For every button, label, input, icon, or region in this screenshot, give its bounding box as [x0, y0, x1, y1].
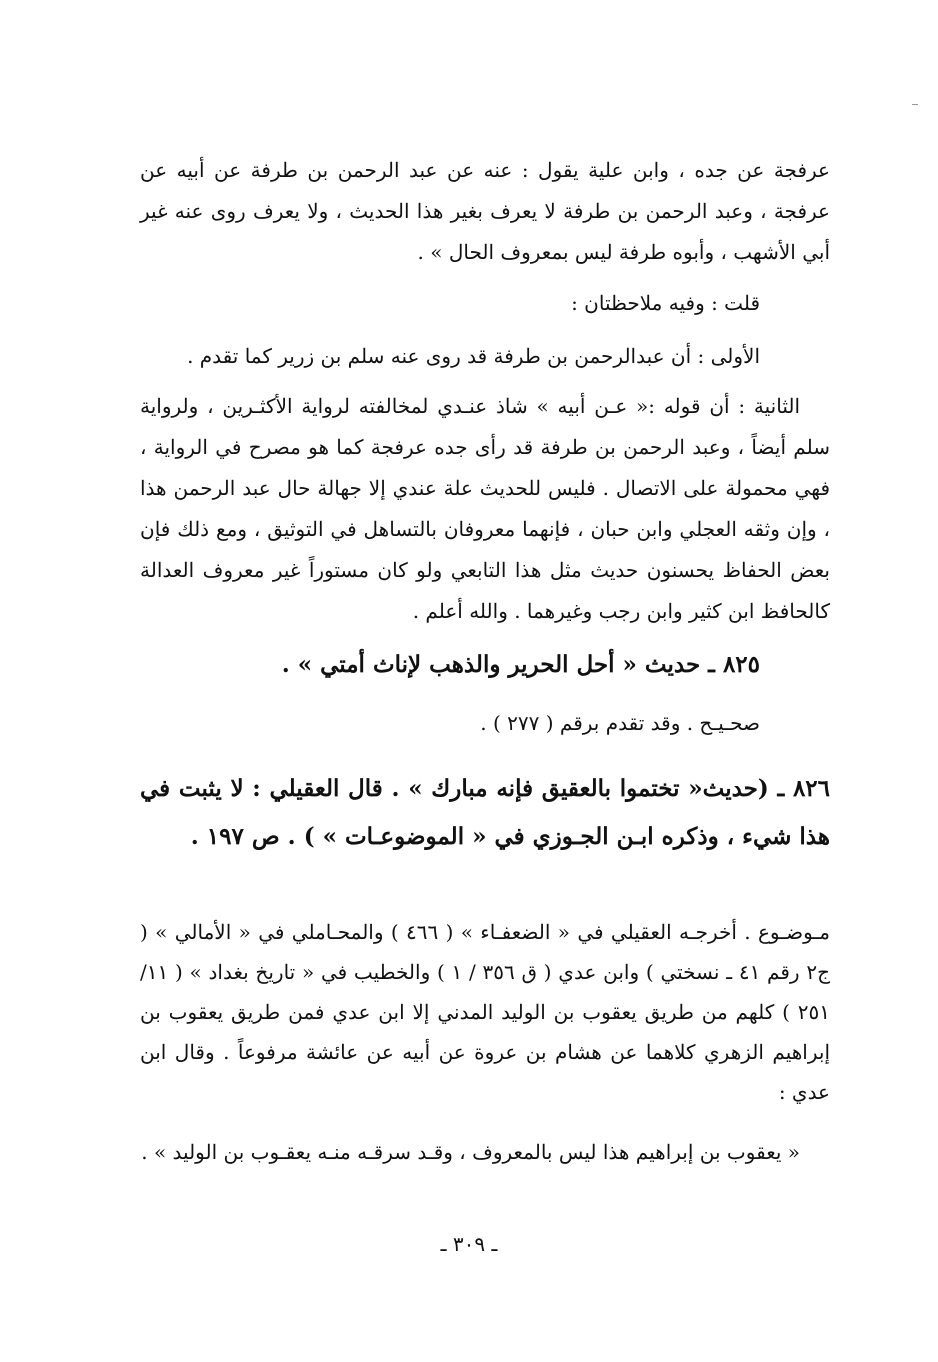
hadith-825-heading: ٨٢٥ ـ حديث « أحل الحرير والذهب لإناث أمتي » . [281, 651, 760, 678]
page-number: ـ ٣٠٩ ـ [440, 1232, 498, 1256]
paragraph-second-observation [140, 386, 830, 632]
paragraph-first-observation: الأولى : أن عبدالرحمن بن طرفة قد روى عنه سلم بن زرير كما تقدم . [187, 344, 760, 368]
paragraph-continuation: عرفجة عن جده ، وابن علية يقول : عنه عن عبد الرحمن بن طرفة عن أبيه عن عرفجة ، وعبد الرحمن بن طرفة لا يعرف بغير هذا الحديث ، ولا يعرف روى عنه غير أبي الأشهب ، وأبوه طرفة ليس بمعروف الحال » . [140, 158, 830, 264]
scan-mark [912, 104, 918, 105]
hadith-825-grading: صحـيـح . وقد تقدم برقم ( ٢٧٧ ) . [480, 711, 760, 735]
paragraph-second-observation-text: الثانية : أن قوله :« عـن أبيه » شاذ عنـدي لمخالفته لرواية الأكثـرين ، ولرواية سلم أيضاً ، وعبد الرحمن بن طرفة قد رأى جده عرفجة كما هو مصرح في الرواية ، فهي محمولة على الاتصال . فليس للحديث علة عندي إلا جهالة حال عبد الرحمن هذا ، وإن وثقه العجلي وابن حبان ، فإنهما معروفان بالتساهل في التوثيق ، ومع ذلك فإن بعض الحفاظ يحسنون حديث مثل هذا التابعي ولو كان مستوراً غير معروف العدالة كالحافظ ابن كثير وابن رجب وغيرهما . والله أعلم . [140, 394, 830, 623]
hadith-826-quote [140, 1132, 830, 1172]
hadith-826-grading: مـوضـوع . أخرجـه العقيلي في « الضعفـاء » ( ٤٦٦ ) والمحـاملي في « الأمالي » ( ج٢ رقم ٤١ ـ نسختي ) وابن عدي ( ق ٣٥٦ / ١ ) والخطيب في « تاريخ بغداد » ( ١١/ ٢٥١ ) كلهم من طريق يعقوب بن الوليد المدني إلا ابن عدي فمن طريق يعقوب بن إبراهيم الزهري كلاهما عن هشام بن عروة عن أبيه عن عائشة مرفوعاً . وقال ابن عدي : [140, 920, 831, 1104]
hadith-826-heading: ٨٢٦ ـ (حديث« تختموا بالعقيق فإنه مبارك » . قال العقيلي : لا يثبت في هذا شيء ، وذكره ابـن الجـوزي في « الموضوعـات » ) . ص ١٩٧ . [140, 775, 830, 850]
hadith-826-quote-text: « يعقوب بن إبراهيم هذا ليس بالمعروف ، وقـد سرقـه منـه يعقـوب بن الوليد » . [141, 1140, 800, 1164]
paragraph-note-intro: قلت : وفيه ملاحظتان : [571, 291, 760, 315]
